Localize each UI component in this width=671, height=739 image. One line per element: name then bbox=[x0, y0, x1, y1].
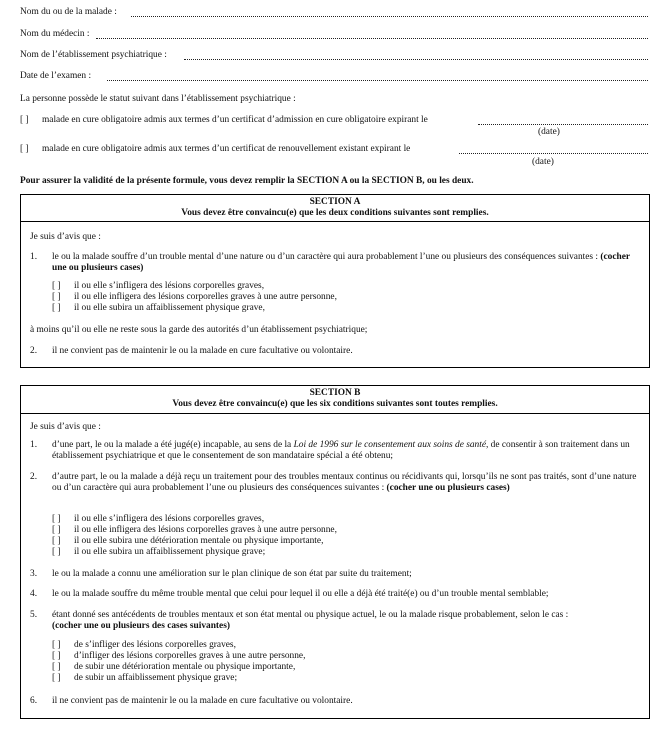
option-text: de subir une détérioration mentale ou physique importante, bbox=[74, 662, 296, 672]
facility-name-label: Nom de l’établissement psychiatrique : bbox=[20, 50, 167, 60]
option-text: il ou elle subira une détérioration mentale ou physique importante, bbox=[74, 536, 324, 546]
checkbox[interactable]: [ ] bbox=[52, 525, 61, 535]
status-option-admission bbox=[20, 115, 428, 126]
option-row bbox=[52, 525, 337, 536]
section-a bbox=[20, 194, 650, 368]
section-b-condition-3: le ou la malade a connu une amélioration sur le plan clinique de son état par suite du traitement; bbox=[52, 569, 412, 579]
patient-name-label: Nom du ou de la malade : bbox=[20, 7, 117, 17]
option-text: il ou elle subira un affaiblissement physique grave; bbox=[74, 547, 266, 557]
option-row bbox=[52, 673, 237, 684]
checkbox[interactable]: [ ] bbox=[52, 673, 61, 683]
condition-instruction: (cocher une ou plusieurs cases) bbox=[52, 252, 630, 274]
option-text: il ou elle s’infligera des lésions corporelles graves, bbox=[74, 514, 265, 524]
item-number: 1. bbox=[30, 440, 38, 450]
date-caption: (date) bbox=[532, 157, 554, 167]
item-number: 5. bbox=[30, 610, 38, 620]
exam-date-line[interactable] bbox=[107, 80, 648, 81]
section-b-condition-2 bbox=[52, 472, 640, 495]
item-number: 2. bbox=[30, 346, 38, 356]
section-a-intro: Je suis d’avis que : bbox=[30, 232, 101, 242]
checkbox[interactable]: [ ] bbox=[52, 640, 61, 650]
status-option-renewal bbox=[20, 144, 410, 155]
doctor-name-line[interactable] bbox=[96, 38, 648, 39]
checkbox[interactable]: [ ] bbox=[52, 514, 61, 524]
option-row bbox=[52, 662, 295, 673]
condition-text: , de consentir à son traitement dans un établissement psychiatrique et que le consentement de son mandataire spécial a été obtenu; bbox=[52, 440, 630, 462]
option-text: il ou elle infligera des lésions corporelles graves à une autre personne, bbox=[74, 292, 337, 302]
admission-expiry-line[interactable] bbox=[478, 124, 648, 125]
checkbox[interactable]: [ ] bbox=[52, 547, 61, 557]
option-row bbox=[52, 640, 236, 651]
condition-instruction: (cocher une ou plusieurs des cases suivantes) bbox=[52, 621, 230, 632]
option-text: de s’infliger des lésions corporelles graves, bbox=[74, 640, 236, 650]
condition-text: le ou la malade souffre d’un trouble mental d’une nature ou d’un caractère qui aura probablement l’une ou plusieurs des conséquences suivantes : bbox=[52, 252, 598, 262]
checkbox[interactable]: [ ] bbox=[20, 144, 29, 154]
section-b bbox=[20, 385, 650, 719]
section-a-subtitle: Vous devez être convaincu(e) que les deux conditions suivantes sont remplies. bbox=[181, 208, 489, 218]
section-b-title: SECTION B bbox=[309, 388, 361, 398]
status-intro: La personne possède le statut suivant dans l’établissement psychiatrique : bbox=[20, 94, 296, 104]
checkbox[interactable]: [ ] bbox=[52, 536, 61, 546]
condition-text: d’autre part, le ou la malade a déjà reçu un traitement pour des troubles mentaux continus ou récidivants qui, lorsqu’ils ne sont pas traités, sont d’une nature ou d’un caractère qui aura probablement l’une ou plusieurs des conséquences suivantes : bbox=[52, 472, 637, 494]
condition-text: d’une part, le ou la malade a été jugé(e) incapable, au sens de la bbox=[52, 440, 292, 450]
section-b-condition-1 bbox=[52, 440, 640, 463]
section-a-unless: à moins qu’il ou elle ne reste sous la garde des autorités d’un établissement psychiatrique; bbox=[30, 325, 368, 335]
validity-note: Pour assurer la validité de la présente formule, vous devez remplir la SECTION A ou la SECTION B, ou les deux. bbox=[20, 176, 474, 186]
section-b-condition-6: il ne convient pas de maintenir le ou la malade en cure facultative ou volontaire. bbox=[52, 696, 353, 706]
checkbox[interactable]: [ ] bbox=[52, 303, 61, 313]
section-b-condition-4: le ou la malade souffre du même trouble mental que celui pour lequel il ou elle a déjà été traité(e) ou d’un trouble mental semblable; bbox=[52, 589, 549, 599]
law-title: Loi de 1996 sur le consentement aux soins de santé bbox=[293, 440, 486, 450]
checkbox[interactable]: [ ] bbox=[52, 662, 61, 672]
section-b-condition-5 bbox=[52, 610, 640, 633]
section-b-subtitle: Vous devez être convaincu(e) que les six conditions suivantes sont toutes remplies. bbox=[172, 399, 498, 409]
option-row bbox=[52, 303, 265, 314]
checkbox[interactable]: [ ] bbox=[20, 115, 29, 125]
option-text: de subir un affaiblissement physique grave; bbox=[74, 673, 238, 683]
section-a-title: SECTION A bbox=[309, 197, 361, 207]
doctor-name-label: Nom du médecin : bbox=[20, 29, 90, 39]
patient-name-line[interactable] bbox=[131, 16, 648, 17]
checkbox[interactable]: [ ] bbox=[52, 281, 61, 291]
status-option-text: malade en cure obligatoire admis aux termes d’un certificat d’admission en cure obligatoire expirant le bbox=[42, 115, 428, 125]
option-row bbox=[52, 536, 323, 547]
section-b-intro: Je suis d’avis que : bbox=[30, 422, 101, 432]
option-row bbox=[52, 281, 264, 292]
item-number: 2. bbox=[30, 472, 38, 482]
option-text: d’infliger des lésions corporelles graves à une autre personne, bbox=[74, 651, 306, 661]
section-a-condition-2: il ne convient pas de maintenir le ou la malade en cure facultative ou volontaire. bbox=[52, 346, 353, 356]
checkbox[interactable]: [ ] bbox=[52, 651, 61, 661]
item-number: 1. bbox=[30, 252, 38, 262]
option-text: il ou elle subira un affaiblissement physique grave, bbox=[74, 303, 265, 313]
renewal-expiry-line[interactable] bbox=[459, 153, 648, 154]
section-a-divider bbox=[21, 221, 649, 222]
option-text: il ou elle s’infligera des lésions corporelles graves, bbox=[74, 281, 265, 291]
facility-name-line[interactable] bbox=[184, 59, 648, 60]
condition-instruction: (cocher une ou plusieurs cases) bbox=[386, 483, 510, 494]
checkbox[interactable]: [ ] bbox=[52, 292, 61, 302]
option-row bbox=[52, 651, 305, 662]
section-a-condition-1 bbox=[52, 252, 640, 275]
section-b-divider bbox=[21, 413, 649, 414]
item-number: 3. bbox=[30, 569, 38, 579]
option-row bbox=[52, 514, 264, 525]
status-option-text: malade en cure obligatoire admis aux termes d’un certificat de renouvellement existant expirant le bbox=[42, 144, 411, 154]
exam-date-label: Date de l’examen : bbox=[20, 71, 92, 81]
item-number: 4. bbox=[30, 589, 38, 599]
option-text: il ou elle infligera des lésions corporelles graves à une autre personne, bbox=[74, 525, 337, 535]
item-number: 6. bbox=[30, 696, 38, 706]
option-row bbox=[52, 547, 265, 558]
date-caption: (date) bbox=[538, 127, 560, 137]
condition-text: étant donné ses antécédents de troubles mentaux et son état mental ou physique actuel, le ou la malade risque probablement, selon le cas : bbox=[52, 610, 569, 620]
option-row bbox=[52, 292, 337, 303]
